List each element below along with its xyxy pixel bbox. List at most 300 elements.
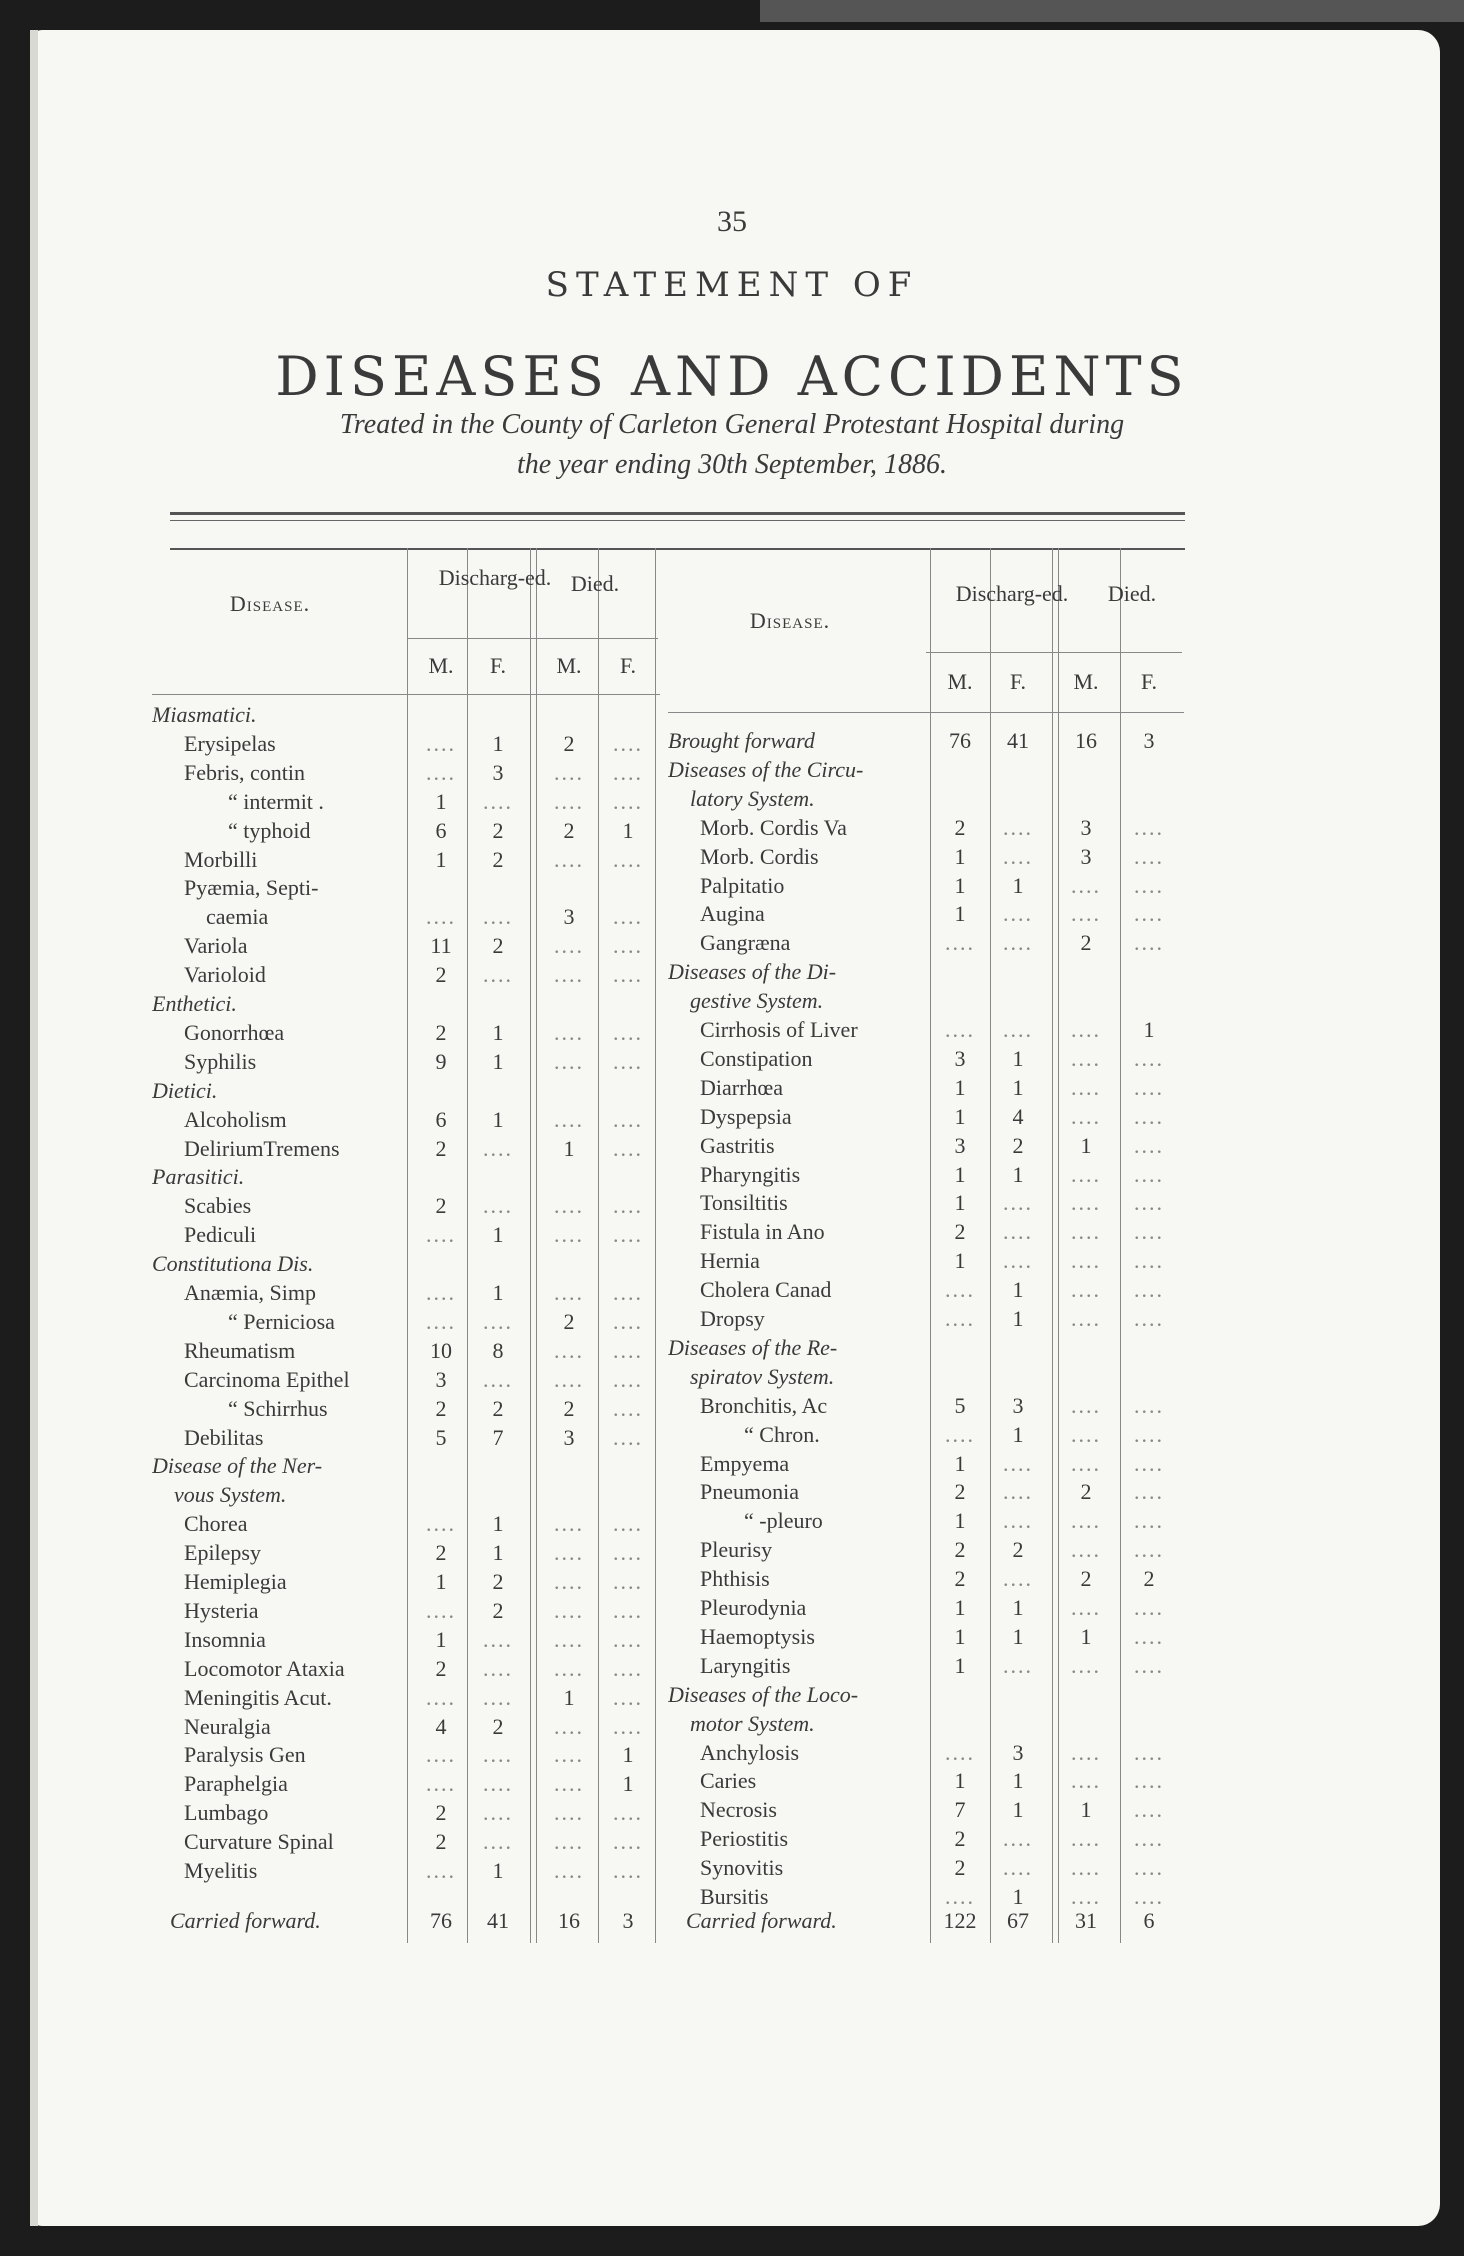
died-male-cell: .... xyxy=(1071,1248,1101,1274)
discharged-male-cell: 2 xyxy=(954,1855,966,1881)
discharged-female-cell: .... xyxy=(1003,1248,1033,1274)
disease-name: Constitutiona Dis. xyxy=(152,1251,314,1277)
disease-name: spiratov System. xyxy=(690,1363,835,1389)
disease-row-right xyxy=(0,986,1464,1015)
disease-name: “ Chron. xyxy=(744,1421,820,1447)
disease-name: Tonsiltitis xyxy=(700,1190,788,1216)
discharged-female-cell: 3 xyxy=(1012,1739,1024,1765)
died-female-cell: .... xyxy=(1134,1855,1164,1881)
right-died-female-header: F. xyxy=(1141,669,1157,694)
discharged-female-cell: .... xyxy=(483,904,513,930)
died-female-total: 3 xyxy=(622,1908,634,1933)
died-female-cell: .... xyxy=(1134,1190,1164,1216)
died-female-cell: .... xyxy=(1134,1739,1164,1765)
died-male-cell: 2 xyxy=(563,1395,575,1421)
died-male-cell: 1 xyxy=(563,1135,575,1161)
disease-name: Laryngitis xyxy=(700,1652,791,1678)
discharged-female-cell: 1 xyxy=(1012,1623,1024,1649)
died-male-cell: .... xyxy=(554,1193,584,1219)
discharged-male-cell: 11 xyxy=(430,933,452,959)
died-female-cell: .... xyxy=(1134,1074,1164,1100)
discharged-female-cell: 2 xyxy=(492,1597,504,1623)
disease-name: Variola xyxy=(184,933,248,959)
discharged-male-cell: 2 xyxy=(435,1800,447,1826)
disease-name: Hernia xyxy=(700,1248,760,1274)
discharged-female-cell: 8 xyxy=(492,1337,504,1363)
died-male-cell: .... xyxy=(1071,1190,1101,1216)
disease-name: Insomnia xyxy=(184,1626,266,1652)
discharged-male-cell: .... xyxy=(945,930,975,956)
discharged-male-cell: 2 xyxy=(954,1479,966,1505)
discharged-male-cell: .... xyxy=(426,1771,456,1797)
disease-row-right xyxy=(0,1766,1464,1795)
died-female-cell: .... xyxy=(613,933,643,959)
disease-row-right xyxy=(0,1188,1464,1217)
disease-name: Neuralgia xyxy=(184,1713,271,1739)
died-male-cell: .... xyxy=(1071,1161,1101,1187)
discharged-female-cell: .... xyxy=(1003,843,1033,869)
disease-name: Fistula in Ano xyxy=(700,1219,825,1245)
discharged-female-cell: 1 xyxy=(1012,1595,1024,1620)
disease-name: Pharyngitis xyxy=(700,1161,801,1187)
disease-name: Hysteria xyxy=(184,1597,259,1623)
died-male-cell: .... xyxy=(1071,1219,1101,1245)
disease-name: Bursitis xyxy=(700,1884,769,1909)
disease-name: Parasitici. xyxy=(152,1164,245,1190)
disease-name: Diseases of the Di- xyxy=(668,959,837,985)
disease-row-right xyxy=(0,1477,1464,1506)
died-male-cell: .... xyxy=(554,788,584,814)
died-female-cell: .... xyxy=(1134,843,1164,869)
died-male-cell: .... xyxy=(1071,901,1101,927)
died-female-cell: .... xyxy=(613,1569,643,1594)
discharged-male-cell: 76 xyxy=(949,728,971,753)
discharged-female-cell: 2 xyxy=(492,817,504,843)
died-male-cell: 2 xyxy=(1080,1566,1092,1592)
died-female-cell: .... xyxy=(613,1800,643,1826)
discharged-female-cell: 1 xyxy=(1012,1421,1024,1447)
died-female-cell: .... xyxy=(1134,1884,1164,1909)
discharged-male-cell: 2 xyxy=(435,1829,447,1855)
died-female-cell: .... xyxy=(613,1193,643,1219)
disease-row-right xyxy=(0,1275,1464,1304)
disease-name: Hemiplegia xyxy=(184,1569,287,1594)
disease-row-right xyxy=(0,1449,1464,1478)
died-female-cell: 2 xyxy=(1143,1566,1155,1592)
discharged-male-cell: 2 xyxy=(954,1219,966,1245)
discharged-female-cell: 1 xyxy=(1012,1074,1024,1100)
died-male-cell: .... xyxy=(554,1597,584,1623)
discharged-female-cell: 1 xyxy=(1012,1277,1024,1303)
disease-row-right xyxy=(0,784,1464,813)
died-female-cell: .... xyxy=(1134,1277,1164,1303)
discharged-female-cell: 2 xyxy=(492,1395,504,1421)
header-rule-thick xyxy=(170,512,1185,515)
right-header-bottom-rule xyxy=(668,712,1184,713)
disease-name: Dyspepsia xyxy=(700,1103,792,1129)
disease-name: Morb. Cordis xyxy=(700,843,819,869)
died-male-cell: 2 xyxy=(1080,930,1092,956)
discharged-female-cell: .... xyxy=(1003,1652,1033,1678)
discharged-male-cell: 2 xyxy=(954,1537,966,1563)
discharged-female-cell: .... xyxy=(483,1626,513,1652)
discharged-female-cell: .... xyxy=(1003,1566,1033,1592)
discharged-male-cell: 3 xyxy=(954,1132,966,1158)
died-male-cell: .... xyxy=(554,1106,584,1132)
died-female-cell: .... xyxy=(1134,1797,1164,1823)
discharged-female-cell: 2 xyxy=(492,933,504,959)
discharged-male-cell: 1 xyxy=(954,1508,966,1534)
discharged-female-cell: .... xyxy=(483,1308,513,1334)
right-header-disease: Disease. xyxy=(749,608,831,633)
died-male-cell: .... xyxy=(1071,1421,1101,1447)
discharged-female-cell: .... xyxy=(483,1742,513,1768)
right-carried-forward-row xyxy=(0,1906,1464,1935)
disease-name: DeliriumTremens xyxy=(184,1135,340,1161)
discharged-male-cell: .... xyxy=(426,1858,456,1883)
disease-name: Epilepsy xyxy=(184,1540,261,1566)
died-male-cell: 3 xyxy=(563,1424,575,1450)
discharged-female-cell: .... xyxy=(483,1366,513,1392)
died-female-cell: 1 xyxy=(622,1742,634,1768)
discharged-male-cell: .... xyxy=(426,730,456,756)
discharged-female-cell: .... xyxy=(1003,1508,1033,1534)
disease-name: Dropsy xyxy=(700,1306,765,1331)
died-male-cell: .... xyxy=(554,1626,584,1652)
disease-name: “ typhoid xyxy=(228,817,311,843)
died-male-cell: .... xyxy=(554,1337,584,1363)
disease-row-right xyxy=(0,1824,1464,1853)
disease-row-right xyxy=(0,928,1464,957)
discharged-female-total: 67 xyxy=(1007,1908,1029,1933)
discharged-female-cell: 7 xyxy=(492,1424,504,1450)
disease-row-right xyxy=(0,1246,1464,1275)
died-female-cell: .... xyxy=(1134,1219,1164,1245)
discharged-male-cell: .... xyxy=(945,1277,975,1303)
discharged-male-cell: 1 xyxy=(435,1626,447,1652)
discharged-female-cell: .... xyxy=(483,962,513,988)
died-female-cell: .... xyxy=(613,1019,643,1045)
died-male-cell: 1 xyxy=(563,1684,575,1710)
died-female-cell: .... xyxy=(613,1540,643,1566)
died-female-cell: .... xyxy=(1134,872,1164,898)
died-female-cell: .... xyxy=(1134,1826,1164,1852)
disease-name: Pleurodynia xyxy=(700,1595,807,1620)
discharged-male-cell: .... xyxy=(426,1684,456,1710)
disease-row-right xyxy=(0,1709,1464,1738)
died-male-cell: .... xyxy=(1071,1392,1101,1418)
died-female-cell: .... xyxy=(1134,1537,1164,1563)
died-female-cell: .... xyxy=(1134,1306,1164,1331)
disease-name: Anæmia, Simp xyxy=(184,1280,317,1305)
disease-name: “ intermit . xyxy=(228,788,324,814)
died-female-cell: .... xyxy=(613,1424,643,1450)
right-discharged-male-header: M. xyxy=(947,669,973,694)
disease-name: Morb. Cordis Va xyxy=(700,814,847,840)
died-female-cell: .... xyxy=(1134,930,1164,956)
disease-name: Paralysis Gen xyxy=(184,1742,306,1768)
disease-name: “ Schirrhus xyxy=(228,1395,328,1421)
discharged-male-cell: .... xyxy=(945,1421,975,1447)
discharged-male-cell: 1 xyxy=(954,1161,966,1187)
disease-row-right xyxy=(0,1853,1464,1882)
scan-border-top-right xyxy=(760,0,1464,22)
disease-name: Dietici. xyxy=(152,1077,218,1103)
discharged-male-cell: 1 xyxy=(435,1569,447,1594)
left-header-died: Died. xyxy=(570,571,620,596)
disease-name: Empyema xyxy=(700,1450,790,1476)
discharged-female-cell: 4 xyxy=(1012,1103,1024,1129)
disease-row-left xyxy=(0,700,1464,729)
discharged-male-cell: 4 xyxy=(435,1713,447,1739)
disease-name: Myelitis xyxy=(184,1858,258,1883)
discharged-female-cell: .... xyxy=(483,1135,513,1161)
disease-name: Bronchitis, Ac xyxy=(700,1392,828,1418)
disease-row-right xyxy=(0,813,1464,842)
disease-name: Disease of the Ner- xyxy=(152,1453,323,1479)
discharged-female-cell: 1 xyxy=(492,1048,504,1074)
died-female-cell: .... xyxy=(1134,1479,1164,1505)
discharged-male-cell: .... xyxy=(945,1739,975,1765)
disease-name: Alcoholism xyxy=(184,1106,287,1132)
header-rule-bottom xyxy=(170,548,1185,550)
discharged-male-cell: .... xyxy=(426,1742,456,1768)
discharged-female-cell: .... xyxy=(483,1655,513,1681)
disease-name: Gangræna xyxy=(700,930,791,956)
left-header-discharged: Discharg-ed. xyxy=(438,565,552,590)
disease-name: Curvature Spinal xyxy=(184,1829,334,1855)
disease-name: Scabies xyxy=(184,1193,252,1219)
disease-row-right xyxy=(0,1131,1464,1160)
disease-name: Syphilis xyxy=(184,1048,257,1074)
died-male-cell: .... xyxy=(1071,1652,1101,1678)
discharged-male-cell: 1 xyxy=(954,1248,966,1274)
disease-name: Diseases of the Loco- xyxy=(668,1681,859,1707)
died-male-cell: .... xyxy=(554,962,584,988)
left-header-disease: Disease. xyxy=(229,591,311,616)
died-male-cell: 16 xyxy=(1075,728,1097,753)
discharged-female-total: 41 xyxy=(487,1908,509,1933)
disease-name: Periostitis xyxy=(700,1826,789,1852)
died-female-cell: .... xyxy=(1134,1392,1164,1418)
discharged-male-cell: 1 xyxy=(954,1595,966,1620)
died-female-cell: .... xyxy=(613,1337,643,1363)
discharged-male-cell: 2 xyxy=(435,1540,447,1566)
carried-forward-label: Carried forward. xyxy=(170,1908,321,1933)
disease-name: Debilitas xyxy=(184,1424,264,1450)
discharged-male-cell: 6 xyxy=(435,817,447,843)
disease-name: Cholera Canad xyxy=(700,1277,832,1303)
disease-name: Morbilli xyxy=(184,846,258,872)
discharged-female-cell: 2 xyxy=(1012,1537,1024,1563)
discharged-female-cell: .... xyxy=(1003,1219,1033,1245)
left-subheader-rule xyxy=(407,638,658,639)
died-male-cell: .... xyxy=(554,1280,584,1305)
disease-name: Gastritis xyxy=(700,1132,775,1158)
died-male-cell: .... xyxy=(1071,1855,1101,1881)
died-female-cell: .... xyxy=(613,1684,643,1710)
died-female-cell: .... xyxy=(613,1713,643,1739)
discharged-male-cell: 1 xyxy=(954,1074,966,1100)
discharged-female-cell: 3 xyxy=(1012,1392,1024,1418)
died-female-cell: .... xyxy=(1134,1132,1164,1158)
discharged-female-cell: 1 xyxy=(492,1106,504,1132)
discharged-male-cell: 6 xyxy=(435,1106,447,1132)
discharged-male-cell: .... xyxy=(426,904,456,930)
died-female-cell: .... xyxy=(1134,1248,1164,1274)
died-male-cell: .... xyxy=(554,1655,584,1681)
died-male-cell: .... xyxy=(1071,1450,1101,1476)
discharged-male-cell: 1 xyxy=(954,1768,966,1794)
died-female-cell: .... xyxy=(613,1858,643,1883)
subtitle-line-2: the year ending 30th September, 1886. xyxy=(516,449,948,480)
subtitle-line-1: Treated in the County of Carleton General Protestant Hospital during xyxy=(339,409,1125,440)
discharged-female-cell: 1 xyxy=(492,1019,504,1045)
died-male-cell: .... xyxy=(554,933,584,959)
died-male-cell: .... xyxy=(1071,1306,1101,1331)
discharged-male-total: 76 xyxy=(430,1908,452,1933)
died-male-cell: 3 xyxy=(563,904,575,930)
died-female-cell: .... xyxy=(1134,1623,1164,1649)
disease-name: Cirrhosis of Liver xyxy=(700,1017,858,1042)
died-female-cell: .... xyxy=(1134,1508,1164,1534)
discharged-male-cell: .... xyxy=(945,1306,975,1331)
discharged-male-cell: .... xyxy=(426,1308,456,1334)
discharged-male-cell: .... xyxy=(426,759,456,785)
discharged-male-cell: 1 xyxy=(435,788,447,814)
disease-name: Gonorrhœa xyxy=(184,1019,285,1045)
died-male-cell: .... xyxy=(554,1713,584,1739)
died-male-cell: .... xyxy=(1071,1045,1101,1071)
disease-row-right xyxy=(0,957,1464,986)
disease-row-right xyxy=(0,842,1464,871)
disease-row-right xyxy=(0,1362,1464,1391)
disease-row-right xyxy=(0,755,1464,784)
discharged-female-cell: .... xyxy=(483,1193,513,1219)
died-male-cell: 1 xyxy=(1080,1623,1092,1649)
disease-name: Caries xyxy=(700,1768,757,1794)
header-rule-thin xyxy=(170,520,1185,521)
disease-row-right xyxy=(0,1564,1464,1593)
left-discharged-female-header: F. xyxy=(490,653,506,678)
right-header-died: Died. xyxy=(1107,581,1157,606)
died-female-cell: .... xyxy=(613,1135,643,1161)
discharged-male-cell: 2 xyxy=(435,1193,447,1219)
disease-row-right xyxy=(0,1795,1464,1824)
discharged-female-cell: 1 xyxy=(492,730,504,756)
left-discharged-male-header: M. xyxy=(428,653,454,678)
disease-row-right xyxy=(0,1622,1464,1651)
died-female-cell: .... xyxy=(1134,1450,1164,1476)
disease-name: Pediculi xyxy=(184,1222,257,1248)
right-header-discharged: Discharg-ed. xyxy=(955,581,1069,606)
disease-name: Rheumatism xyxy=(184,1337,296,1363)
died-female-cell: .... xyxy=(1134,1161,1164,1187)
died-female-cell: .... xyxy=(613,962,643,988)
died-male-cell: .... xyxy=(554,759,584,785)
discharged-male-cell: 1 xyxy=(954,843,966,869)
disease-name: Brought forward xyxy=(668,728,815,753)
died-male-cell: .... xyxy=(1071,1103,1101,1129)
disease-name: Chorea xyxy=(184,1511,248,1537)
disease-name: Palpitatio xyxy=(700,872,785,898)
disease-name: “ Perniciosa xyxy=(228,1308,335,1334)
discharged-male-cell: 1 xyxy=(954,1450,966,1476)
died-female-cell: .... xyxy=(613,846,643,872)
died-female-cell: .... xyxy=(613,1048,643,1074)
disease-name: vous System. xyxy=(174,1482,287,1508)
discharged-female-cell: .... xyxy=(483,1829,513,1855)
disease-name: Diseases of the Re- xyxy=(668,1334,838,1360)
disease-row-right xyxy=(0,1506,1464,1535)
disease-row-right xyxy=(0,871,1464,900)
discharged-female-cell: .... xyxy=(483,1800,513,1826)
discharged-female-cell: .... xyxy=(1003,901,1033,927)
died-female-cell: .... xyxy=(613,1511,643,1537)
died-male-cell: .... xyxy=(1071,872,1101,898)
died-female-total: 6 xyxy=(1143,1908,1155,1933)
died-male-cell: .... xyxy=(554,1800,584,1826)
disease-name: Varioloid xyxy=(184,962,266,988)
died-female-cell: .... xyxy=(613,1597,643,1623)
died-female-cell: .... xyxy=(613,759,643,785)
died-male-cell: .... xyxy=(554,846,584,872)
disease-name: latory System. xyxy=(690,785,815,811)
died-female-cell: .... xyxy=(1134,1768,1164,1794)
died-female-cell: 3 xyxy=(1143,728,1155,753)
disease-row-right xyxy=(0,1651,1464,1680)
disease-name: gestive System. xyxy=(690,988,824,1014)
died-female-cell: .... xyxy=(1134,814,1164,840)
discharged-female-cell: 1 xyxy=(1012,1797,1024,1823)
disease-name: Augina xyxy=(700,901,765,927)
discharged-female-cell: .... xyxy=(483,1684,513,1710)
discharged-female-cell: 1 xyxy=(1012,1161,1024,1187)
disease-row-right xyxy=(0,726,1464,755)
discharged-male-cell: .... xyxy=(426,1280,456,1305)
title-main: DISEASES AND ACCIDENTS xyxy=(275,345,1189,408)
died-male-cell: .... xyxy=(1071,1508,1101,1534)
died-female-cell: .... xyxy=(613,1395,643,1421)
died-male-cell: .... xyxy=(1071,1017,1101,1042)
died-female-cell: .... xyxy=(613,1280,643,1305)
discharged-male-cell: .... xyxy=(426,1511,456,1537)
disease-name: Constipation xyxy=(700,1045,813,1071)
discharged-male-cell: 2 xyxy=(954,1826,966,1852)
discharged-female-cell: .... xyxy=(1003,1017,1033,1042)
died-male-cell: 3 xyxy=(1080,814,1092,840)
disease-name: Erysipelas xyxy=(184,730,276,756)
died-male-cell: .... xyxy=(554,1858,584,1883)
died-male-cell: 3 xyxy=(1080,843,1092,869)
discharged-male-cell: 2 xyxy=(435,1019,447,1045)
died-male-cell: .... xyxy=(1071,1074,1101,1100)
discharged-female-cell: 1 xyxy=(1012,1045,1024,1071)
died-male-cell: .... xyxy=(1071,1739,1101,1765)
disease-name: Carcinoma Epithel xyxy=(184,1366,350,1392)
disease-name: Haemoptysis xyxy=(700,1623,815,1649)
subtitle xyxy=(140,405,1324,485)
discharged-female-cell: 2 xyxy=(492,846,504,872)
died-male-cell: 1 xyxy=(1080,1132,1092,1158)
discharged-female-cell: .... xyxy=(1003,1190,1033,1216)
died-male-cell: .... xyxy=(554,1048,584,1074)
died-female-cell: .... xyxy=(1134,1103,1164,1129)
died-male-cell: .... xyxy=(1071,1884,1101,1909)
discharged-female-cell: 1 xyxy=(1012,1306,1024,1331)
discharged-male-cell: .... xyxy=(426,1597,456,1623)
died-male-cell: 1 xyxy=(1080,1797,1092,1823)
